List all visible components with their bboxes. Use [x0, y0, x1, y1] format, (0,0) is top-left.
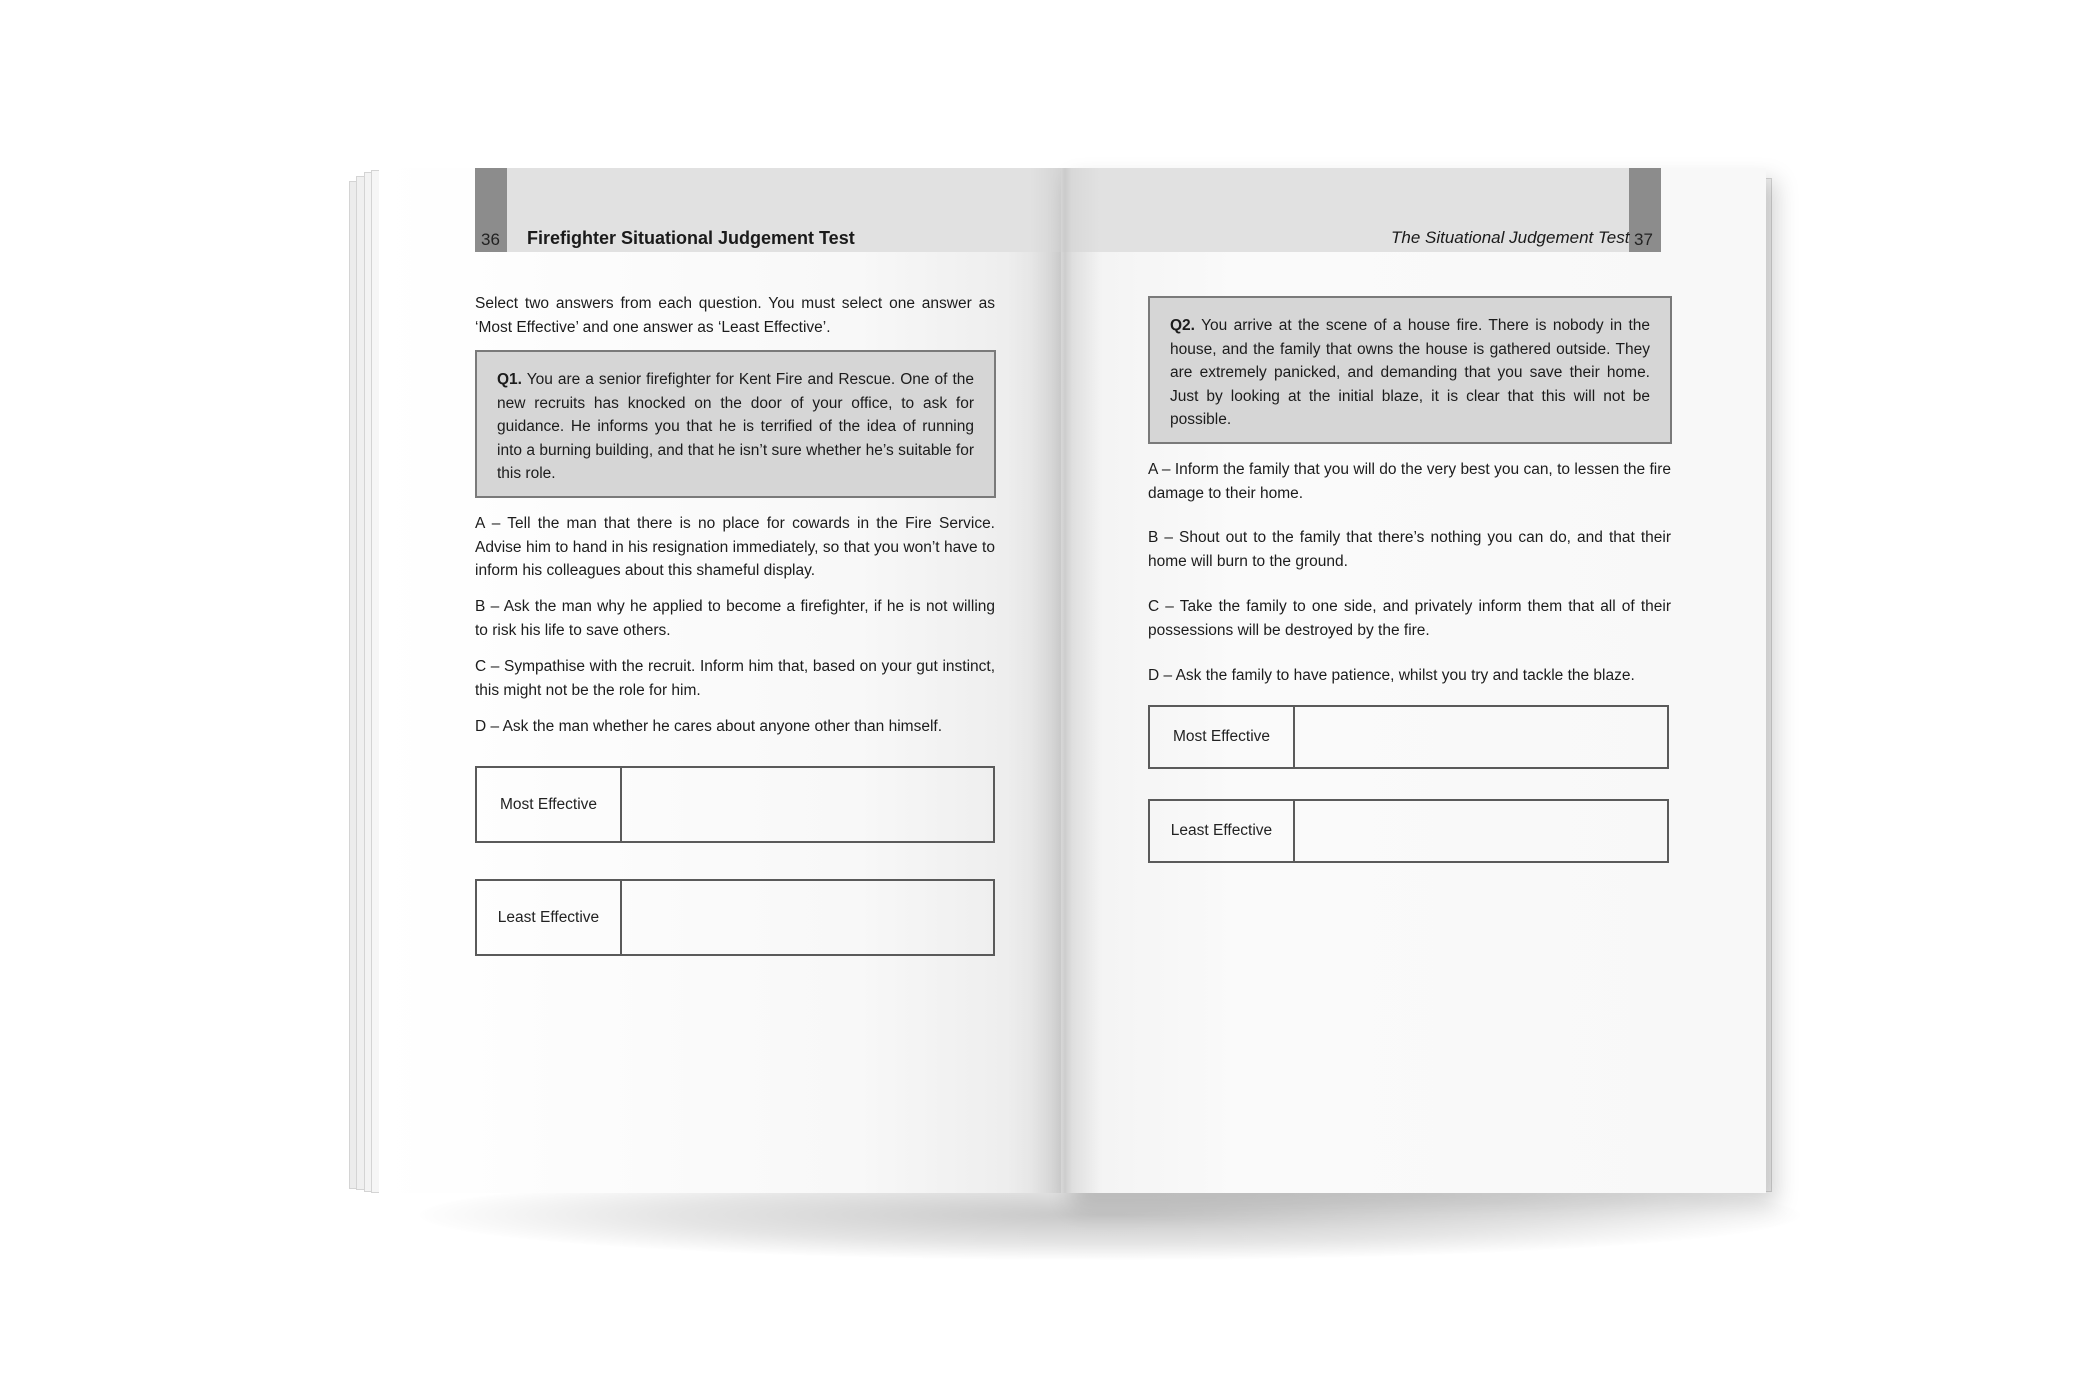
least-effective-label: Least Effective — [1150, 801, 1295, 861]
option-c: C – Take the family to one side, and privately inform them that all of their possessions will be destroyed by the fire. — [1148, 598, 1671, 639]
most-effective-label: Most Effective — [1150, 707, 1295, 767]
question-text: You are a senior firefighter for Kent Fire and Rescue. One of the new recruits has knocked on the door of your office, to ask for guidance. He informs you that he is terrified of the idea of running into a burning building, and that he isn’t sure whether he’s suitable for this role. — [497, 371, 974, 482]
least-effective-box — [475, 879, 995, 956]
page-number: 36 — [481, 230, 500, 249]
running-head: The Situational Judgement Test — [1391, 228, 1630, 247]
option-a: A – Inform the family that you will do the very best you can, to lessen the fire damage to their home. — [1148, 461, 1671, 502]
instructions: Select two answers from each question. You must select one answer as ‘Most Effective’ and one answer as ‘Least Effective’. — [475, 295, 995, 336]
question-label: Q1. — [497, 371, 522, 388]
right-page — [1061, 168, 1766, 1193]
least-effective-field[interactable] — [622, 881, 993, 954]
least-effective-box — [1148, 799, 1669, 863]
left-page — [379, 168, 1061, 1193]
least-effective-label: Least Effective — [477, 881, 622, 954]
question-box — [475, 350, 996, 498]
option-a: A – Tell the man that there is no place for cowards in the Fire Service. Advise him to hand in his resignation immediately, so that you won’t have to inform his colleagues about this shameful display. — [475, 515, 995, 579]
most-effective-label: Most Effective — [477, 768, 622, 841]
question-box — [1148, 296, 1672, 444]
most-effective-field[interactable] — [1295, 707, 1667, 767]
question-label: Q2. — [1170, 317, 1195, 334]
least-effective-field[interactable] — [1295, 801, 1667, 861]
option-c: C – Sympathise with the recruit. Inform him that, based on your gut instinct, this might not be the role for him. — [475, 658, 995, 699]
most-effective-box — [475, 766, 995, 843]
most-effective-field[interactable] — [622, 768, 993, 841]
running-head: Firefighter Situational Judgement Test — [527, 228, 855, 248]
option-b: B – Shout out to the family that there’s nothing you can do, and that their home will burn to the ground. — [1148, 529, 1671, 570]
page-number: 37 — [1634, 230, 1653, 249]
option-d: D – Ask the family to have patience, whilst you try and tackle the blaze. — [1148, 667, 1635, 684]
question-text: You arrive at the scene of a house fire. There is nobody in the house, and the family that owns the house is gathered outside. They are extremely panicked, and demanding that you save their home. Just by looking at the initial blaze, it is clear that this will not be possible. — [1170, 317, 1651, 428]
option-d: D – Ask the man whether he cares about anyone other than himself. — [475, 718, 942, 735]
most-effective-box — [1148, 705, 1669, 769]
option-b: B – Ask the man why he applied to become a firefighter, if he is not willing to risk his life to save others. — [475, 598, 995, 639]
